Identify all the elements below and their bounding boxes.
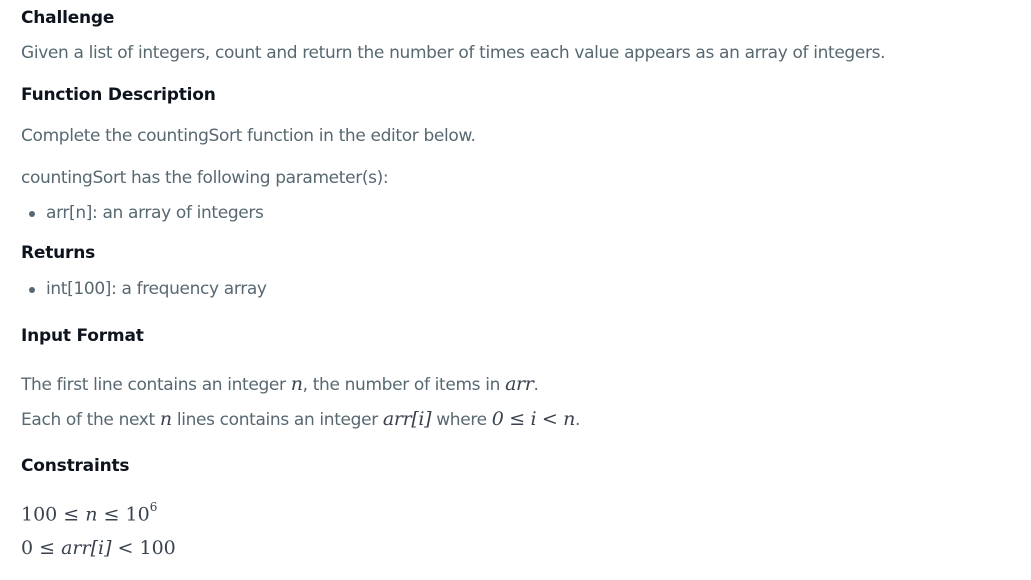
function-description-line2: countingSort has the following parameter(s):	[21, 168, 389, 188]
function-description-line1: Complete the countingSort function in the editor below.	[21, 126, 476, 146]
function-description-heading: Function Description	[21, 85, 216, 105]
math-n: n	[290, 373, 303, 395]
input-line2-where: where	[431, 410, 492, 430]
input-line1-end: .	[533, 375, 539, 395]
input-format-line1	[21, 373, 539, 395]
input-line2-end: .	[575, 410, 581, 430]
math-arr: arr	[505, 373, 534, 395]
constraint-n: $100 \le n \le 10^6$	[21, 500, 158, 526]
bullet-icon	[29, 287, 35, 293]
challenge-heading: Challenge	[21, 8, 115, 28]
input-line1-mid: , the number of items in	[302, 375, 506, 395]
math-n: n	[159, 408, 172, 430]
math-condition: 0 ≤ i < n	[491, 408, 576, 430]
constraints-heading: Constraints	[21, 456, 130, 476]
returns-heading: Returns	[21, 243, 96, 263]
challenge-text: Given a list of integers, count and return the number of times each value appears as an array of integers.	[21, 43, 886, 63]
input-format-line2	[21, 408, 580, 430]
param-text: arr[n]: an array of integers	[46, 203, 264, 223]
input-line1-text: The first line contains an integer	[21, 375, 291, 395]
math-arr-i: arr[i]	[382, 408, 432, 430]
constraint-arr: 0 ≤ arr[i] < 100	[21, 537, 176, 559]
returns-text: int[100]: a frequency array	[46, 279, 267, 299]
input-format-heading: Input Format	[21, 326, 144, 346]
bullet-icon	[29, 211, 35, 217]
input-line2-mid: lines contains an integer	[171, 410, 383, 430]
input-line2-text: Each of the next	[21, 410, 160, 430]
